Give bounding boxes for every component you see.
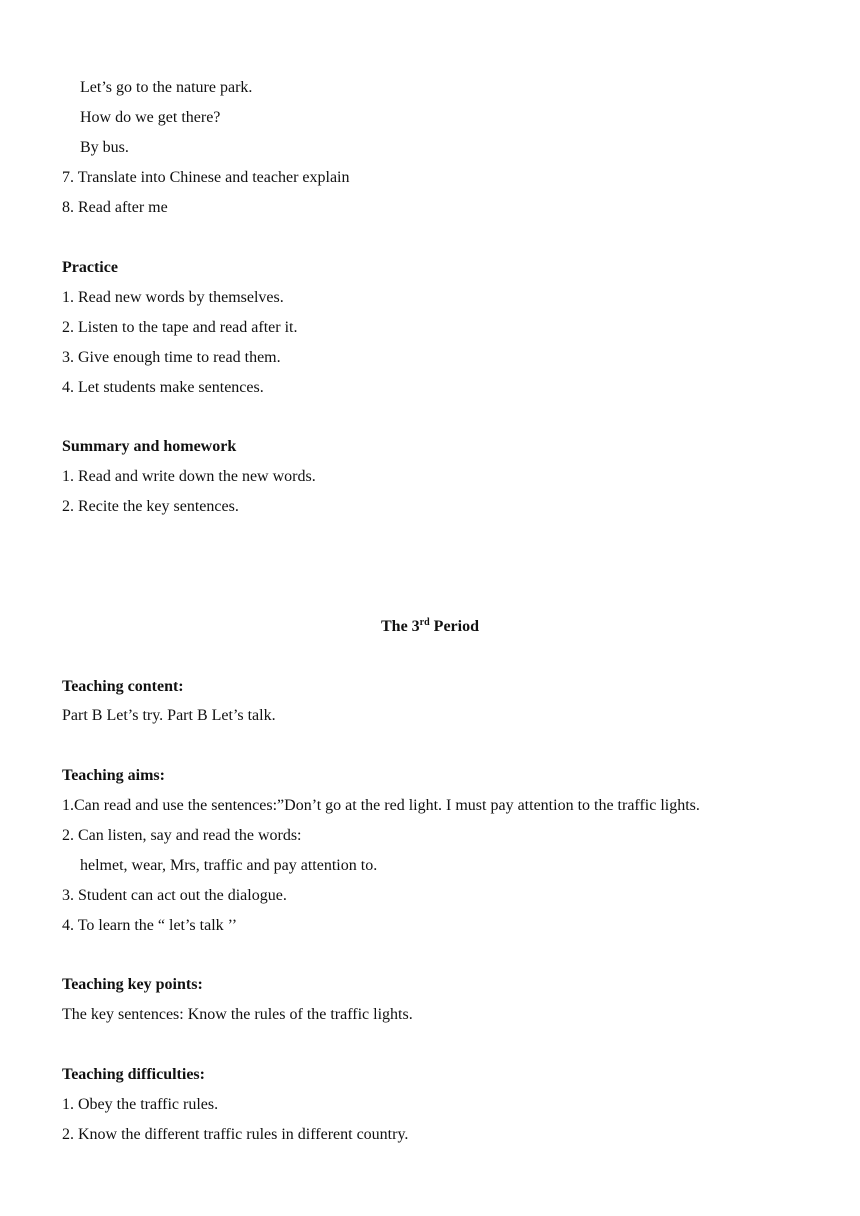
practice-item: 4. Let students make sentences. [62,379,264,396]
period-title-ordinal: rd [419,617,430,628]
content-text: Part B Let’s try. Part B Let’s talk. [62,707,276,724]
practice-item: 3. Give enough time to read them. [62,349,281,366]
period-title-pre: The 3 [381,618,420,635]
key-points-heading: Teaching key points: [62,976,203,993]
practice-item: 1. Read new words by themselves. [62,289,284,306]
key-points-text: The key sentences: Know the rules of the traffic lights. [62,1006,413,1023]
aims-item: 2. Can listen, say and read the words: [62,827,302,844]
difficulties-heading: Teaching difficulties: [62,1066,205,1083]
aims-item: helmet, wear, Mrs, traffic and pay attention to. [80,857,378,874]
summary-item: 1. Read and write down the new words. [62,468,316,485]
dialogue-line: How do we get there? [80,109,221,126]
aims-item: 3. Student can act out the dialogue. [62,887,287,904]
aims-heading: Teaching aims: [62,767,165,784]
practice-heading: Practice [62,259,118,276]
dialogue-line: By bus. [80,139,129,156]
step-item: 8. Read after me [62,199,168,216]
step-item: 7. Translate into Chinese and teacher explain [62,169,350,186]
summary-item: 2. Recite the key sentences. [62,498,239,515]
dialogue-line: Let’s go to the nature park. [80,79,253,96]
content-heading: Teaching content: [62,678,184,695]
period-title-post: Period [429,618,479,635]
difficulties-item: 2. Know the different traffic rules in different country. [62,1126,409,1143]
aims-item: 1.Can read and use the sentences:”Don’t go at the red light. I must pay attention to the traffic lights. [62,797,700,814]
aims-item: 4. To learn the “ let’s talk ’’ [62,917,238,934]
period-title [0,616,860,638]
practice-item: 2. Listen to the tape and read after it. [62,319,298,336]
difficulties-item: 1. Obey the traffic rules. [62,1096,219,1113]
summary-heading: Summary and homework [62,438,237,455]
